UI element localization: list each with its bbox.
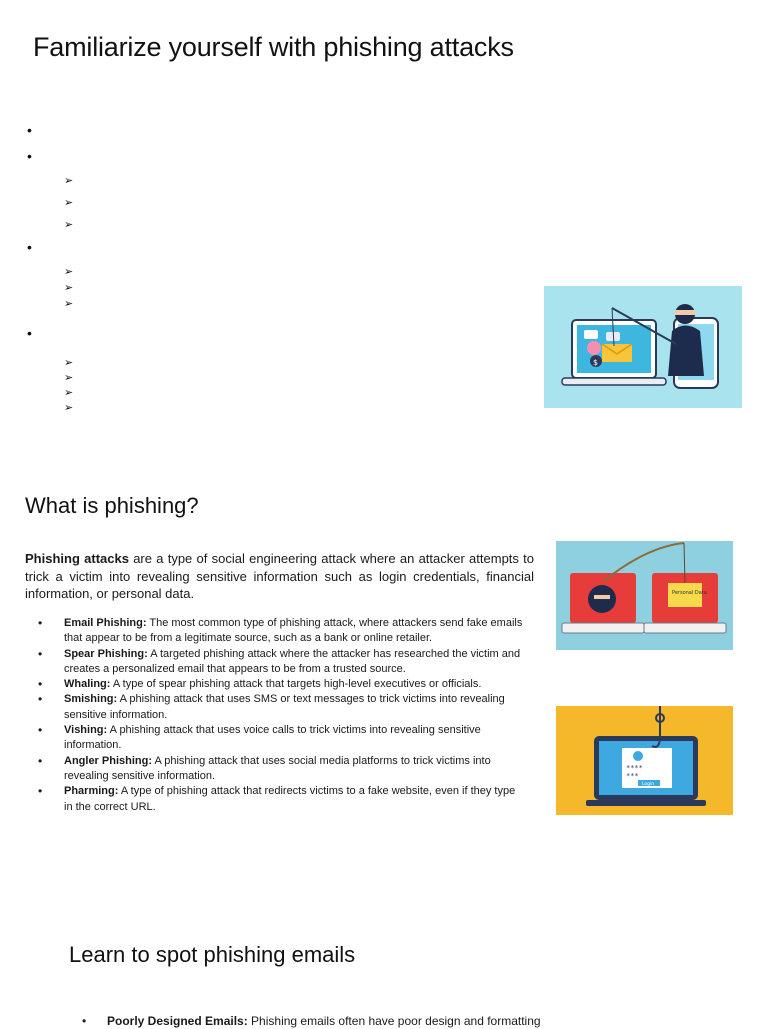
type-desc: A phishing attack that uses voice calls to trick victims into revealing sensitive information. bbox=[64, 724, 481, 752]
intro-bold-term: Phishing attacks bbox=[25, 551, 129, 566]
page-title: Familiarize yourself with phishing attacks bbox=[33, 32, 514, 62]
coin-label: $ bbox=[593, 358, 599, 367]
phishing-intro-paragraph bbox=[25, 550, 534, 603]
bullet-marker: • bbox=[27, 325, 32, 341]
type-term: Email Phishing: bbox=[64, 617, 147, 629]
bullet-marker: • bbox=[38, 616, 43, 630]
bullet-marker: • bbox=[27, 122, 32, 138]
bullet-marker: • bbox=[27, 148, 32, 164]
type-term: Spear Phishing: bbox=[64, 647, 148, 660]
bullet-marker: • bbox=[82, 1014, 87, 1028]
bullet-marker: • bbox=[27, 239, 32, 255]
type-desc: A type of phishing attack that redirects victims to a fake website, even if they type in the correct URL. bbox=[64, 785, 516, 813]
arrow-marker: ➢ bbox=[64, 357, 74, 369]
login-password-stars: *** bbox=[626, 772, 639, 780]
type-desc: A type of spear phishing attack that targets high-level executives or officials. bbox=[110, 678, 482, 691]
phishing-types-list bbox=[26, 616, 524, 815]
intro-text: are a type of social engineering attack where an attacker attempts to trick a victim into revealing sensitive information such as login credentials, financial information, or personal data. bbox=[25, 551, 534, 601]
login-hook-illustration bbox=[556, 706, 733, 815]
type-term: Pharming: bbox=[64, 785, 119, 798]
arrow-marker: ➢ bbox=[64, 372, 74, 384]
type-term: Smishing: bbox=[64, 693, 118, 706]
login-button-label: Login bbox=[642, 782, 655, 787]
personal-data-illustration bbox=[556, 541, 733, 650]
arrow-marker: ➢ bbox=[64, 298, 74, 310]
list-item bbox=[26, 692, 524, 723]
section-heading-spot-phishing: Learn to spot phishing emails bbox=[69, 942, 356, 967]
bullet-marker: • bbox=[38, 753, 43, 768]
type-desc: A phishing attack that uses SMS or text messages to trick victims into revealing sensitive information. bbox=[64, 693, 505, 721]
bullet-marker: • bbox=[38, 646, 43, 661]
login-password-stars: **** bbox=[626, 764, 643, 772]
arrow-marker: ➢ bbox=[64, 175, 74, 187]
arrow-marker: ➢ bbox=[64, 266, 74, 278]
bullet-marker: • bbox=[38, 723, 43, 738]
type-desc: The most common type of phishing attack, where attackers send fake emails that appear to be from a legitimate source, such as a bank or online retailer. bbox=[64, 617, 523, 645]
arrow-marker: ➢ bbox=[64, 402, 74, 414]
list-item bbox=[26, 677, 524, 692]
bullet-marker: • bbox=[38, 677, 43, 692]
item-term: Poorly Designed Emails: bbox=[107, 1014, 248, 1028]
list-item bbox=[26, 723, 524, 754]
arrow-marker: ➢ bbox=[64, 197, 74, 209]
type-desc: A targeted phishing attack where the attacker has researched the victim and creates a personalized email that appears to be from a trusted source. bbox=[64, 647, 521, 675]
item-desc: Phishing emails often have poor design and formatting bbox=[247, 1014, 541, 1028]
type-term: Whaling: bbox=[64, 678, 111, 691]
bullet-marker: • bbox=[38, 784, 43, 799]
list-item bbox=[26, 647, 524, 678]
list-item bbox=[26, 784, 524, 815]
list-item bbox=[26, 754, 524, 785]
personal-data-label: Personal Data bbox=[672, 590, 707, 596]
arrow-marker: ➢ bbox=[64, 282, 74, 294]
arrow-marker: ➢ bbox=[64, 219, 74, 231]
type-desc: A phishing attack that uses social media platforms to trick victims into revealing sensitive information. bbox=[64, 754, 491, 782]
list-item bbox=[26, 616, 524, 647]
bullet-marker: • bbox=[38, 692, 43, 707]
list-item bbox=[82, 1014, 642, 1029]
hacker-phishing-illustration bbox=[544, 286, 742, 408]
type-term: Angler Phishing: bbox=[64, 754, 152, 767]
section-heading-what-is-phishing: What is phishing? bbox=[25, 493, 199, 518]
arrow-marker: ➢ bbox=[64, 387, 74, 399]
type-term: Vishing: bbox=[64, 724, 108, 737]
